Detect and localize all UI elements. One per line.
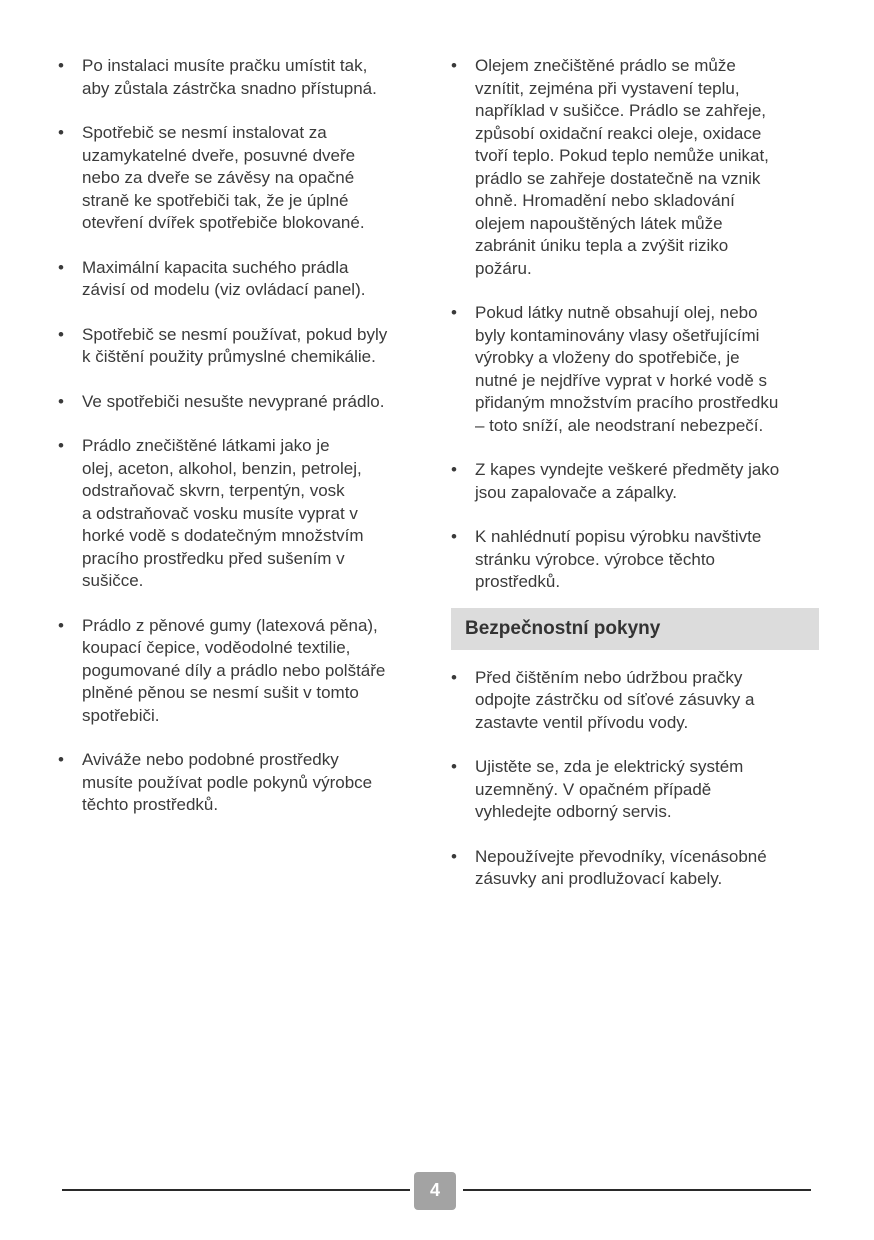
list-item-text: Spotřebič se nesmí instalovat za uzamykatelné dveře, posuvné dveře nebo za dveře se závěsy na opačné straně ke spotřebiči tak, že je úplné otevření dvířek spotřebiče blokované.	[82, 123, 365, 232]
bullet-icon: •	[451, 667, 457, 687]
list-item	[451, 756, 819, 824]
footer-rule-right	[463, 1189, 811, 1191]
list-item-text: Pokud látky nutně obsahují olej, nebo byly kontaminovány vlasy ošetřujícími výrobky a vloženy do spotřebiče, je nutné je nejdříve vyprat v horké vodě s přidaným množstvím pracího prostředku – toto sníží, ale neodstraní nebezpečí.	[475, 303, 779, 435]
bullet-icon: •	[58, 257, 64, 277]
list-item-text: Maximální kapacita suchého prádla závisí od modelu (viz ovládací panel).	[82, 257, 366, 299]
bullet-icon: •	[451, 527, 457, 546]
list-item	[58, 257, 428, 302]
list-item-text: Aviváže nebo podobné prostředky musíte používat podle pokynů výrobce těchto prostředků.	[82, 750, 373, 814]
bullet-icon: •	[451, 460, 457, 479]
list-item	[451, 667, 819, 735]
bullet-icon: •	[451, 56, 457, 75]
list-item	[58, 749, 428, 817]
list-item	[451, 459, 819, 504]
list-item	[58, 55, 428, 100]
list-item-text: Před čištěním nebo údržbou pračky odpojte zástrčku od síťové zásuvky a zastavte ventil přívodu vody.	[475, 667, 755, 732]
list-item-text: Spotřebič se nesmí používat, pokud byly k čištění použity průmyslné chemikálie.	[82, 324, 388, 366]
bullet-icon: •	[58, 123, 64, 142]
footer-rule-left	[62, 1189, 410, 1191]
list-item-text: Prádlo z pěnové gumy (latexová pěna), koupací čepice, voděodolné textilie, pogumované díly a prádlo nebo polštáře plněné pěnou se nesmí sušit v tomto spotřebiči.	[82, 615, 386, 725]
list-item	[58, 391, 428, 414]
left-bullet-list	[58, 55, 428, 817]
right-bullet-list-bottom	[451, 667, 819, 891]
list-item	[58, 122, 428, 235]
list-item	[58, 324, 428, 369]
list-item-text: Ujistěte se, zda je elektrický systém uzemněný. V opačném případě vyhledejte odborný servis.	[475, 757, 744, 821]
list-item	[451, 302, 819, 437]
bullet-icon: •	[58, 436, 64, 455]
bullet-icon: •	[58, 615, 64, 635]
list-item	[58, 435, 428, 593]
bullet-icon: •	[58, 56, 64, 75]
bullet-icon: •	[58, 750, 64, 769]
left-column	[58, 55, 428, 839]
bullet-icon: •	[58, 324, 64, 344]
section-header-safety: Bezpečnostní pokyny	[451, 608, 819, 650]
right-column	[451, 55, 819, 913]
bullet-icon: •	[451, 303, 457, 322]
list-item	[451, 846, 819, 891]
bullet-icon: •	[451, 846, 457, 866]
list-item-text: Olejem znečištěné prádlo se může vznítit, zejména při vystavení teplu, například v sušičce. Prádlo se zahřeje, způsobí oxidační reakci oleje, oxidace tvoří teplo. Pokud teplo nemůže unikat, prádlo se zahřeje dostatečně na vznik ohně. Hromadění nebo skladování olejem napouštěných látek může zabránit úniku tepla a zvýšit riziko požáru.	[475, 56, 769, 278]
page-number-badge: 4	[414, 1172, 456, 1210]
list-item-text: Z kapes vyndejte veškeré předměty jako jsou zapalovače a zápalky.	[475, 460, 780, 502]
list-item-text: Nepoužívejte převodníky, vícenásobné zásuvky ani prodlužovací kabely.	[475, 846, 767, 888]
bullet-icon: •	[58, 391, 64, 411]
list-item-text: Ve spotřebiči nesušte nevyprané prádlo.	[82, 391, 385, 411]
right-bullet-list-top	[451, 55, 819, 594]
list-item	[451, 55, 819, 280]
list-item-text: Po instalaci musíte pračku umístit tak, aby zůstala zástrčka snadno přístupná.	[82, 56, 377, 98]
list-item-text: K nahlédnutí popisu výrobku navštivte stránku výrobce. výrobce těchto prostředků.	[475, 527, 762, 591]
bullet-icon: •	[451, 757, 457, 776]
list-item	[58, 615, 428, 728]
list-item	[451, 526, 819, 594]
list-item-text: Prádlo znečištěné látkami jako je olej, aceton, alkohol, benzin, petrolej, odstraňovač skvrn, terpentýn, vosk a odstraňovač vosku musíte vyprat v horké vodě s dodatečným množstvím pracího prostředku před sušením v sušičce.	[82, 436, 364, 590]
